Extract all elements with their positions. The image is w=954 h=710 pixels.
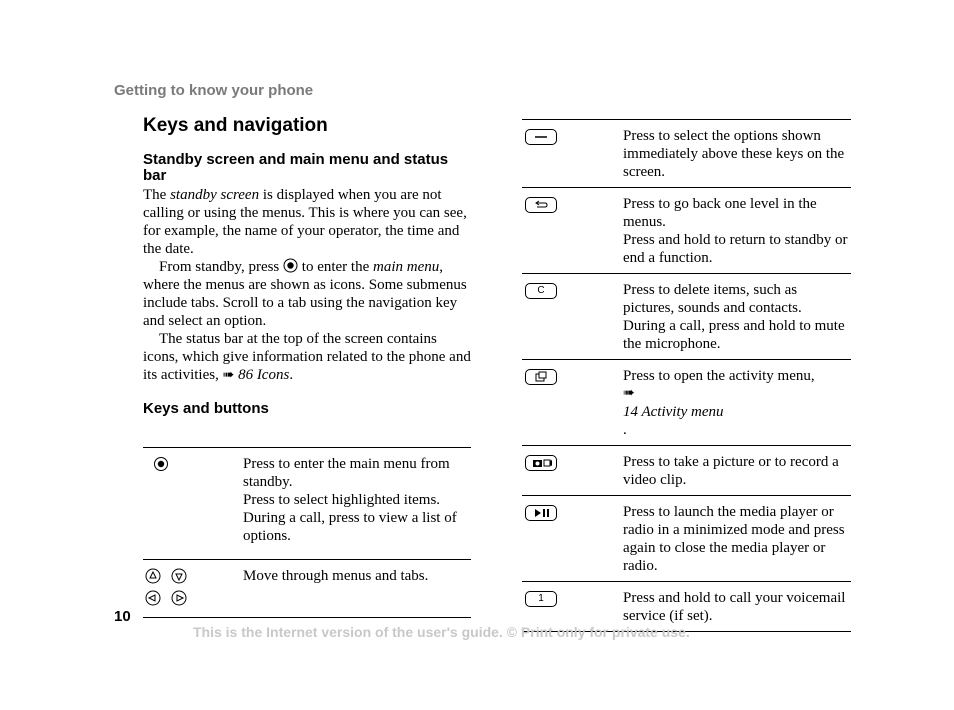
- selection-key-icon: [525, 129, 557, 145]
- paragraph-standby: [143, 186, 473, 258]
- page-number: 10: [114, 608, 131, 625]
- key-description: [623, 446, 851, 495]
- key-row-camera: [522, 446, 851, 496]
- text: .: [623, 422, 627, 438]
- back-key-icon: [525, 197, 557, 213]
- key-description: [623, 188, 851, 273]
- description-line: Press to go back one level in the menus.: [623, 196, 817, 230]
- key-description: [623, 496, 851, 581]
- key-description: [623, 274, 851, 359]
- text: The: [143, 187, 171, 203]
- standby-body: [143, 186, 473, 385]
- footer-notice: This is the Internet version of the user's guide. © Print only for private use.: [193, 624, 690, 640]
- description-line: Press to take a picture or to record a video clip.: [623, 454, 839, 488]
- key-description: [243, 560, 471, 617]
- voicemail-key-icon: 1: [525, 591, 557, 607]
- paragraph-status-bar: [143, 330, 473, 385]
- description-line: Move through menus and tabs.: [243, 568, 429, 584]
- key-row-activity-menu: [522, 360, 851, 446]
- standby-heading: Standby screen and main menu and status bar: [143, 151, 449, 184]
- text: is displayed when you are not calling or using the menus. This is where you can see, for example, the name of your operator, the time and the date.: [143, 187, 467, 257]
- center-select-key-icon: [153, 456, 173, 476]
- description-line: During a call, press to view a list of options.: [243, 510, 457, 544]
- description-line: Press to open the activity menu,: [623, 368, 815, 384]
- key-row-clear: [522, 274, 851, 360]
- section-header: Getting to know your phone: [114, 82, 314, 99]
- term-main-menu: main menu: [373, 259, 440, 275]
- keys-table-left: [143, 447, 471, 618]
- description-line: [623, 385, 851, 439]
- text: .: [289, 367, 294, 383]
- key-row-center-select: [143, 448, 471, 560]
- key-row-navigation: [143, 560, 471, 618]
- keys-table-right: [522, 119, 851, 632]
- reference-link[interactable]: 86 Icons: [238, 367, 290, 383]
- description-line: Press to enter the main menu from standby.: [243, 456, 450, 490]
- description-line: Press and hold to call your voicemail service (if set).: [623, 590, 846, 624]
- text: From standby, press: [159, 259, 284, 275]
- key-description: [243, 448, 471, 559]
- text: to enter the: [298, 259, 374, 275]
- reference-link[interactable]: 14 Activity menu: [623, 404, 724, 420]
- key-row-back: [522, 188, 851, 274]
- key-description: [623, 120, 851, 187]
- key-row-selection: [522, 120, 851, 188]
- center-select-key-icon: [283, 258, 298, 273]
- description-line: Press to select the options shown immediately above these keys on the screen.: [623, 128, 845, 180]
- description-line: Press to delete items, such as pictures, sounds and contacts.: [623, 282, 802, 316]
- clear-key-icon: C: [525, 283, 557, 299]
- activity-menu-key-icon: [525, 369, 557, 385]
- description-line: Press and hold to return to standby or end a function.: [623, 232, 848, 266]
- media-play-key-icon: [525, 505, 557, 521]
- key-description: [623, 360, 851, 445]
- camera-key-icon: [525, 455, 557, 471]
- key-row-media-player: [522, 496, 851, 582]
- navigation-keys-icon: [143, 566, 193, 606]
- description-line: Press to select highlighted items.: [243, 492, 441, 508]
- arrow-right-icon: ➠: [623, 386, 635, 401]
- paragraph-main-menu: [143, 258, 473, 330]
- page-title: Keys and navigation: [143, 115, 328, 136]
- description-line: During a call, press and hold to mute the microphone.: [623, 318, 845, 352]
- term-standby-screen: standby screen: [170, 187, 260, 203]
- text: The status bar at the top of the screen contains icons, which give information related to the phone and its activities,: [143, 331, 471, 383]
- arrow-right-icon: ➠: [222, 368, 235, 383]
- keys-heading: Keys and buttons: [143, 400, 269, 417]
- text: , where the menus are shown as icons. Some submenus include tabs. Scroll to a tab using the navigation key and select an option.: [143, 259, 467, 329]
- description-line: Press to launch the media player or radio in a minimized mode and press again to close the media player or radio.: [623, 504, 845, 574]
